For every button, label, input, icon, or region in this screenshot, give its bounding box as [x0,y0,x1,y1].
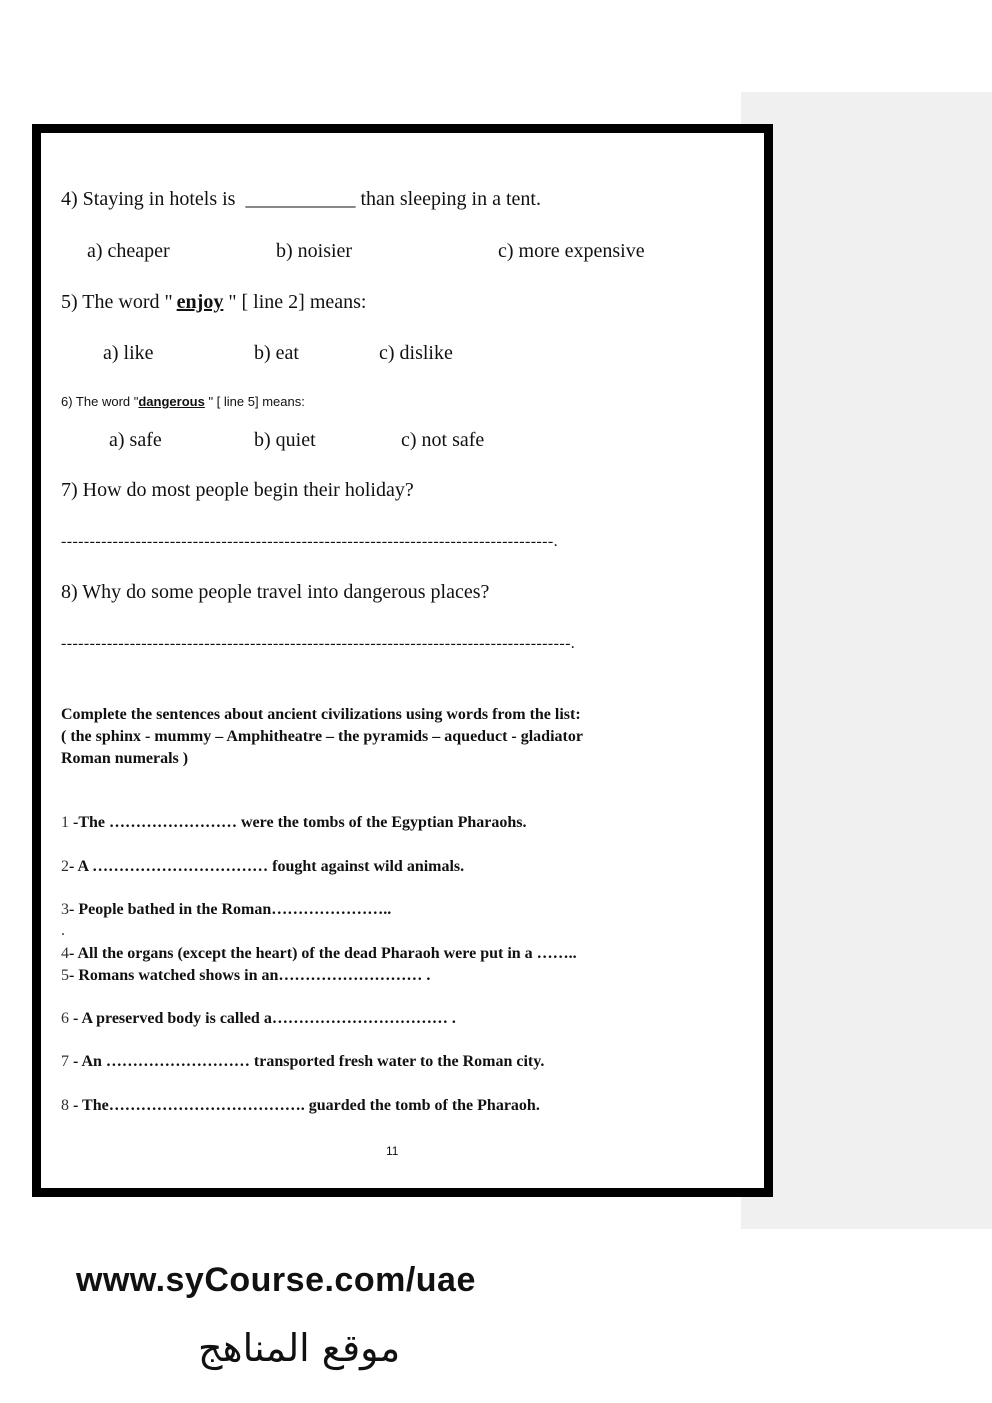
question-4-blank: ___________ [245,188,356,210]
arabic-site-name: موقع المناهج [198,1326,401,1370]
question-8: 8) Why do some people travel into dangerous places? [61,581,490,603]
instructions-word-list-end: Roman numerals ) [61,750,189,767]
instructions-line-1: Complete the sentences about ancient civilizations using words from the list: [61,706,581,723]
question-5: 5) The word " enjoy " [ line 2] means: [61,291,367,313]
sentence-3: 3- People bathed in the Roman………………….. [61,901,392,918]
q5-option-c: c) dislike [379,342,453,364]
q4-option-b: b) noisier [276,240,353,262]
q4-option-a: a) cheaper [87,240,170,262]
q4-option-c: c) more expensive [498,240,645,262]
q5-option-b: b) eat [254,342,299,364]
stray-period: . [61,922,65,939]
page-number: 11 [386,1144,399,1158]
website-url: www.syCourse.com/uae [76,1261,476,1299]
sentence-2: 2- A …………………………… fought against wild animals. [61,858,465,875]
sentence-7: 7 - An ……………………… transported fresh water to the Roman city. [61,1053,545,1070]
question-7: 7) How do most people begin their holiday? [61,479,414,501]
q8-answer-line: -----------------------------------------------------------------------------------------. [61,635,576,652]
question-6-word: dangerous [138,394,205,409]
sentence-5: 5- Romans watched shows in an……………………… . [61,967,431,984]
worksheet-frame [32,124,773,1197]
sentence-1: 1 -The …………………… were the tombs of the Egyptian Pharaohs. [61,814,527,831]
q6-option-c: c) not safe [401,429,485,451]
page-margin-panel [741,92,992,1229]
q6-option-b: b) quiet [254,429,316,451]
sentence-8: 8 - The………………………………. guarded the tomb of the Pharaoh. [61,1097,540,1114]
instructions-word-list: ( the sphinx - mummy – Amphitheatre – the pyramids – aqueduct - gladiator [61,728,583,745]
sentence-4: 4- All the organs (except the heart) of the dead Pharaoh were put in a …….. [61,945,577,962]
q7-answer-line: --------------------------------------------------------------------------------------. [61,533,559,550]
sentence-6: 6 - A preserved body is called a…………………………… . [61,1010,456,1027]
question-4: 4) Staying in hotels is ___________ than sleeping in a tent. [61,188,541,210]
q6-option-a: a) safe [109,429,162,451]
question-5-word: enjoy [176,291,224,313]
q5-option-a: a) like [103,342,154,364]
question-6: 6) The word "dangerous " [ line 5] means: [61,394,305,409]
